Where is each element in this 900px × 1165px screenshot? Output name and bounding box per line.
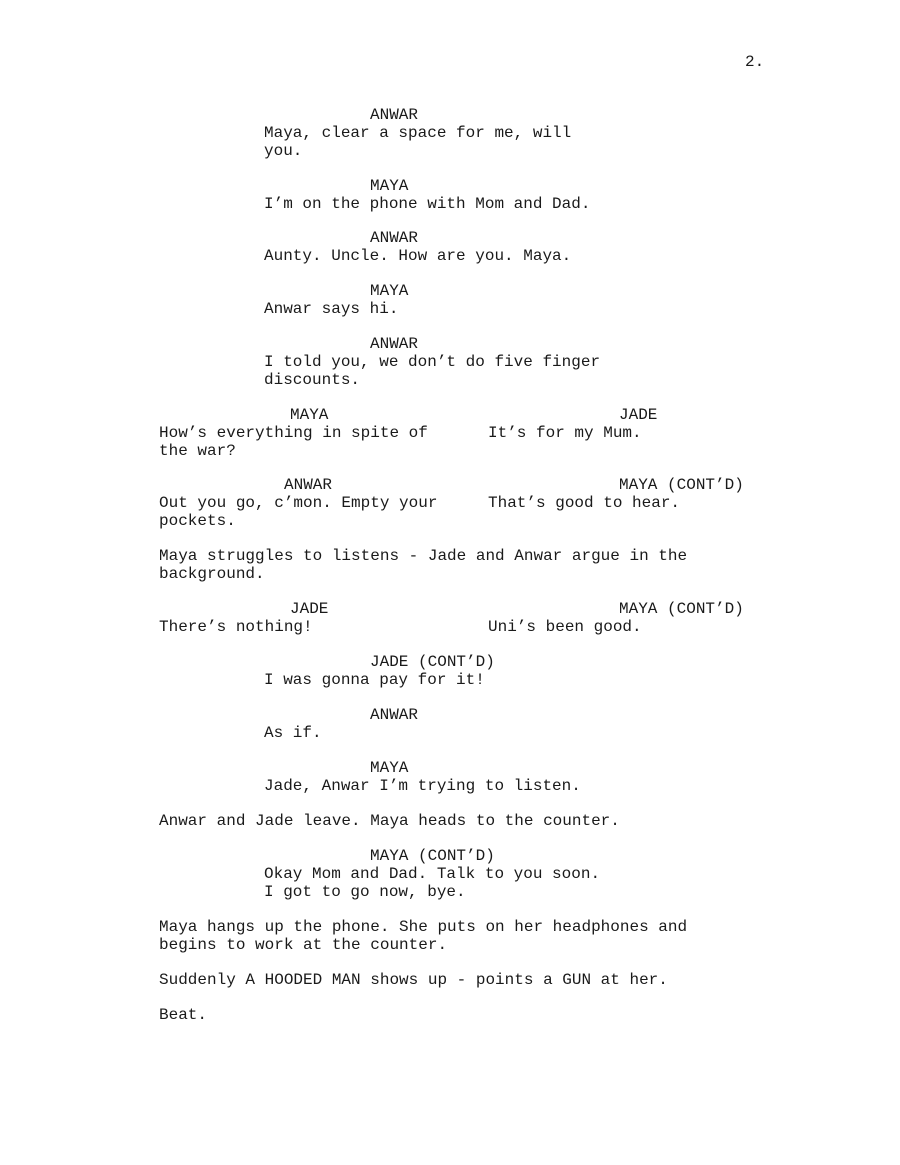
- character-cue: ANWAR: [370, 106, 419, 124]
- action-line: Maya struggles to listens - Jade and Anwar argue in the: [159, 547, 688, 565]
- dialogue-line: I was gonna pay for it!: [264, 671, 485, 689]
- dialogue-line-left: the war?: [159, 442, 236, 460]
- action-line: Beat.: [159, 1006, 208, 1024]
- dialogue-line: I got to go now, bye.: [264, 883, 466, 901]
- dialogue-line: you.: [264, 142, 303, 160]
- action-line: Suddenly A HOODED MAN shows up - points a GUN at her.: [159, 971, 668, 989]
- character-cue: ANWAR: [370, 335, 419, 353]
- character-cue-left: JADE: [290, 600, 329, 618]
- character-cue-right: MAYA (CONT’D): [619, 600, 744, 618]
- dialogue-line: I’m on the phone with Mom and Dad.: [264, 195, 591, 213]
- dialogue-line-right: It’s for my Mum.: [488, 424, 642, 442]
- dialogue-line: I told you, we don’t do five finger: [264, 353, 601, 371]
- dialogue-line: discounts.: [264, 371, 361, 389]
- character-cue: MAYA (CONT’D): [370, 847, 495, 865]
- character-cue: MAYA: [370, 177, 409, 195]
- character-cue: JADE (CONT’D): [370, 653, 495, 671]
- action-line: Anwar and Jade leave. Maya heads to the counter.: [159, 812, 620, 830]
- character-cue-left: ANWAR: [284, 476, 333, 494]
- dialogue-line: Okay Mom and Dad. Talk to you soon.: [264, 865, 601, 883]
- character-cue: MAYA: [370, 282, 409, 300]
- dialogue-line-right: That’s good to hear.: [488, 494, 681, 512]
- action-line: begins to work at the counter.: [159, 936, 448, 954]
- page-number: 2.: [745, 53, 765, 71]
- dialogue-line: Maya, clear a space for me, will: [264, 124, 572, 142]
- dialogue-line-left: How’s everything in spite of: [159, 424, 428, 442]
- dialogue-line: Anwar says hi.: [264, 300, 399, 318]
- dialogue-line-right: Uni’s been good.: [488, 618, 642, 636]
- character-cue-right: MAYA (CONT’D): [619, 476, 744, 494]
- dialogue-line-left: pockets.: [159, 512, 236, 530]
- dialogue-line: Jade, Anwar I’m trying to listen.: [264, 777, 581, 795]
- character-cue-right: JADE: [619, 406, 658, 424]
- character-cue: ANWAR: [370, 706, 419, 724]
- dialogue-line-left: Out you go, c’mon. Empty your: [159, 494, 438, 512]
- action-line: background.: [159, 565, 265, 583]
- dialogue-line: Aunty. Uncle. How are you. Maya.: [264, 247, 572, 265]
- action-line: Maya hangs up the phone. She puts on her headphones and: [159, 918, 688, 936]
- character-cue: MAYA: [370, 759, 409, 777]
- dialogue-line-left: There’s nothing!: [159, 618, 313, 636]
- character-cue: ANWAR: [370, 229, 419, 247]
- character-cue-left: MAYA: [290, 406, 329, 424]
- dialogue-line: As if.: [264, 724, 322, 742]
